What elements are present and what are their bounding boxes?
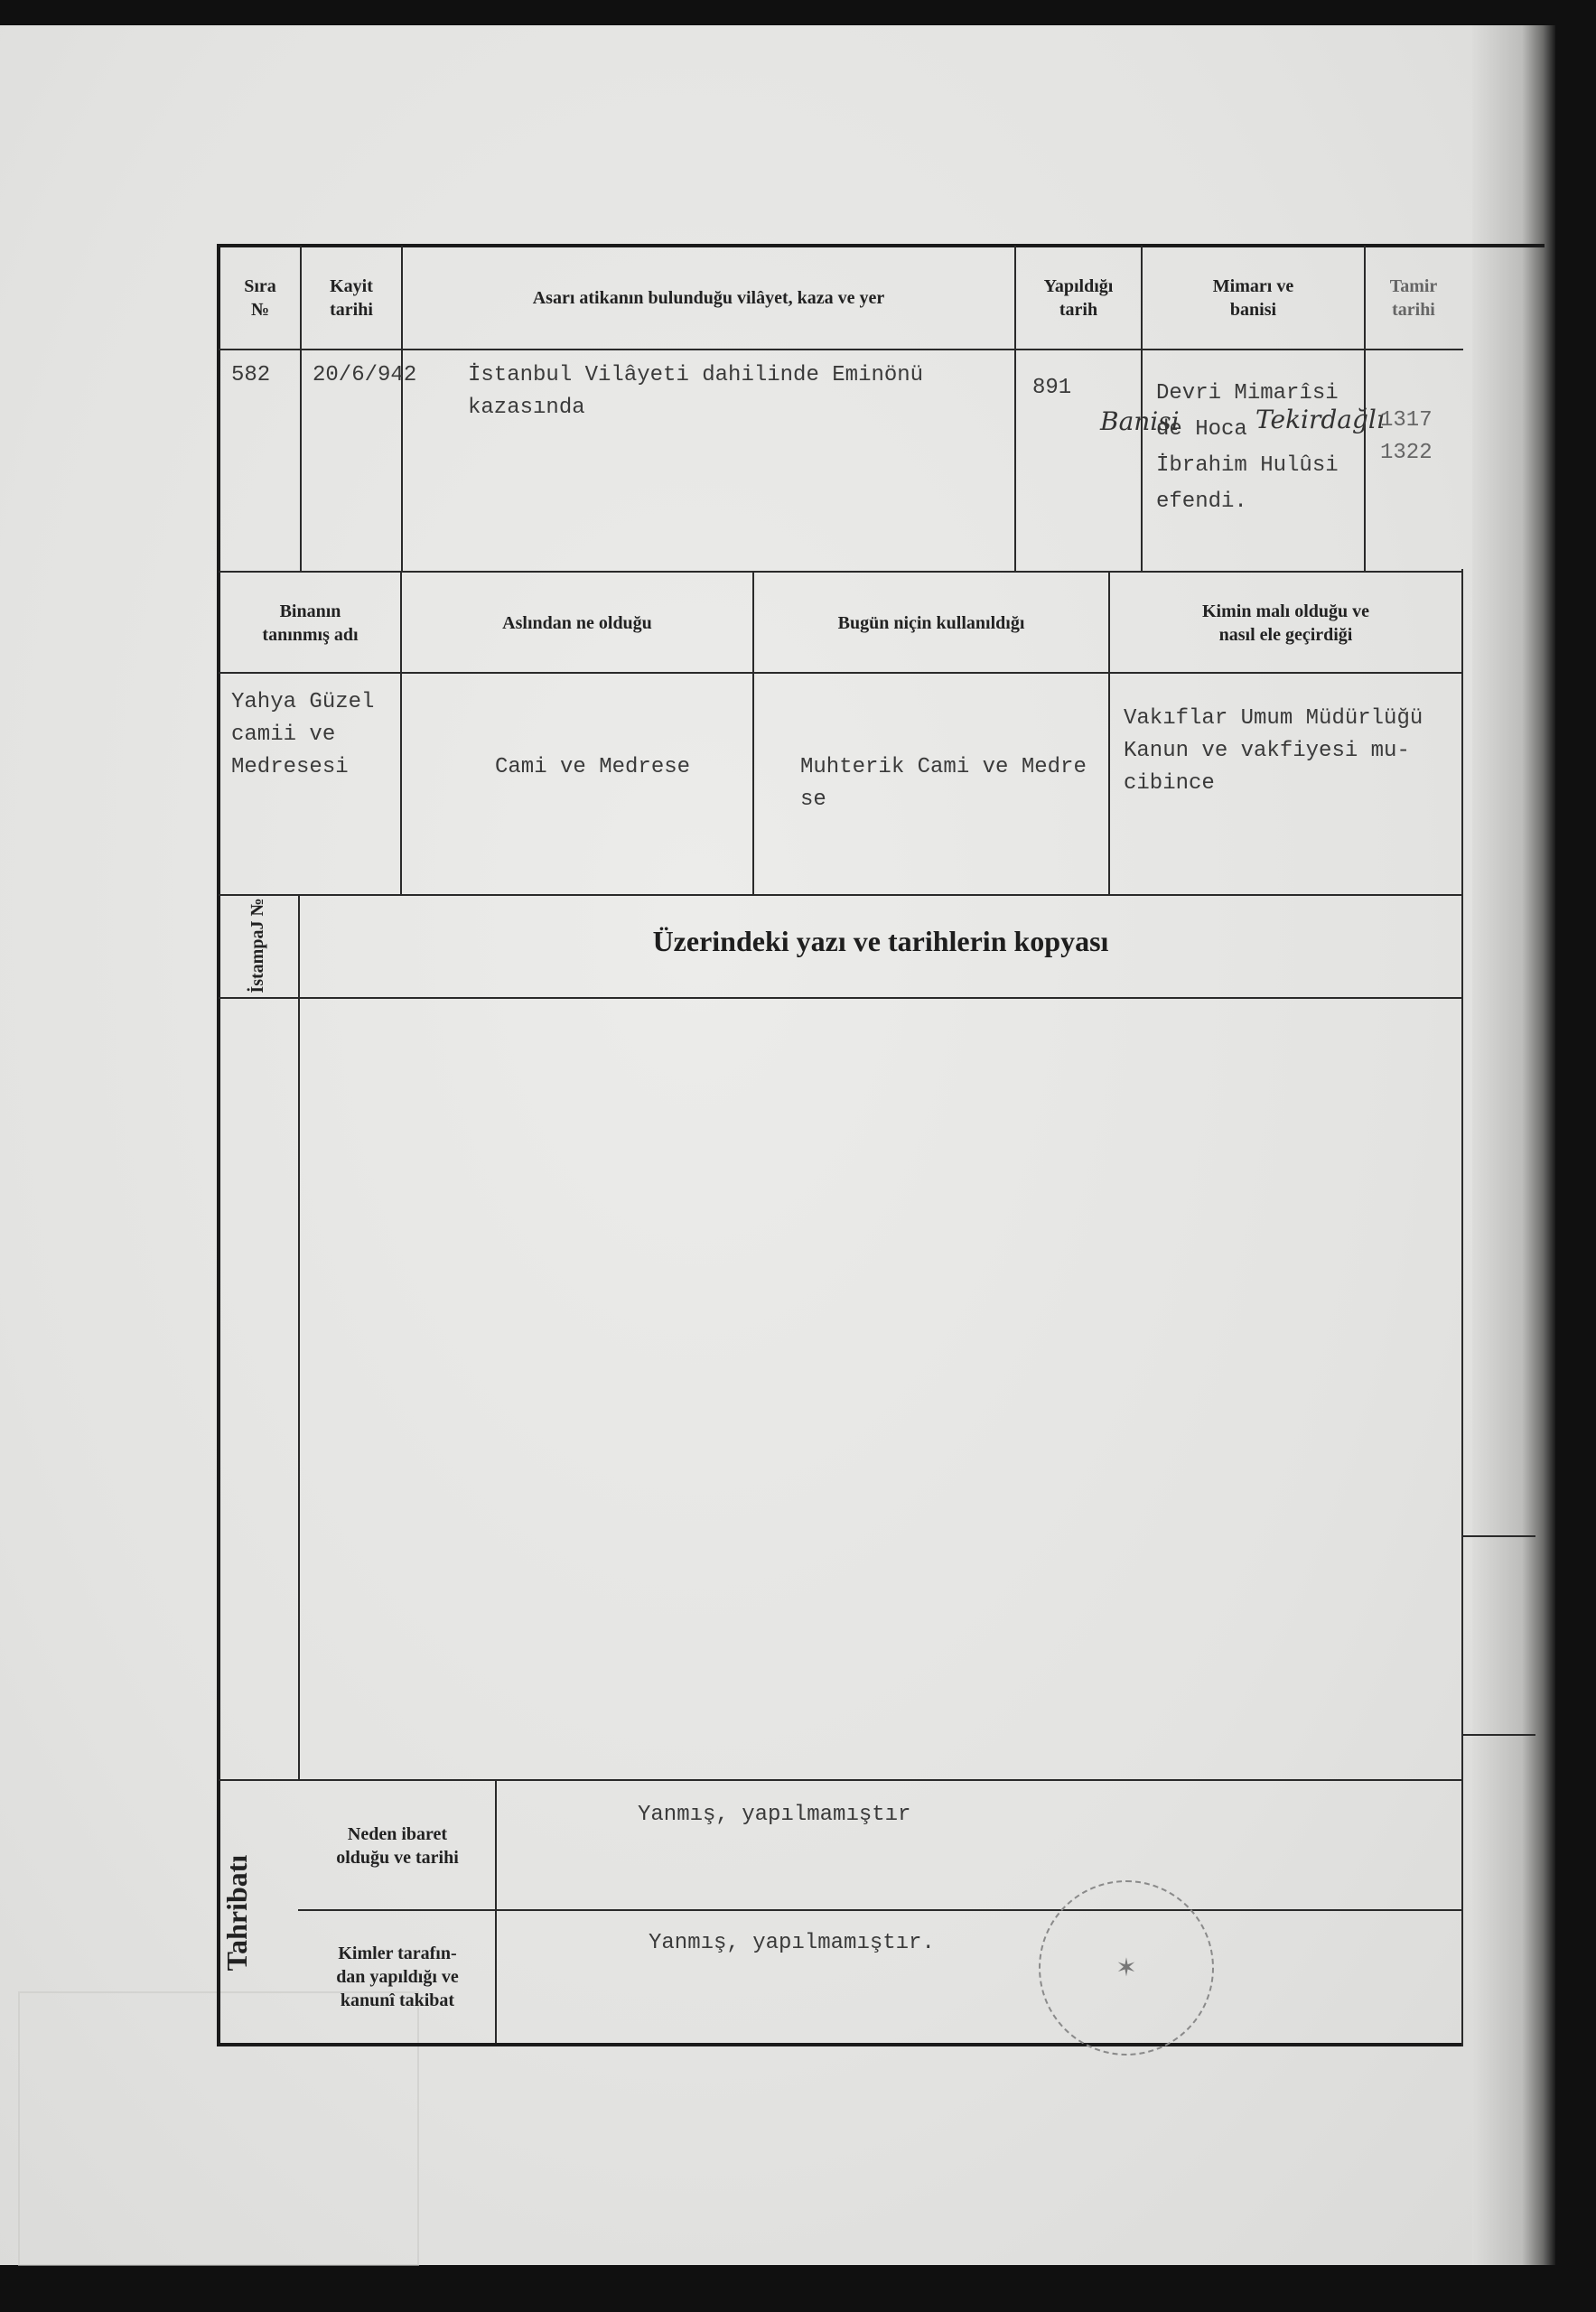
kopya-content-area (300, 999, 1461, 1777)
value-kayit-tarihi: 20/6/942 (313, 363, 417, 387)
backpage-edge (1461, 1535, 1463, 2005)
header-yapildigi-tarih: Yapıldığı tarih (1043, 276, 1114, 320)
frame-left (217, 244, 220, 2046)
header-mimari-banisi: Mimarı ve banisi (1212, 276, 1294, 320)
s1-header-line (219, 349, 1463, 350)
s4-top-line (219, 1779, 1463, 1781)
header-neden-ibaret: Neden ibaret olduğu ve tarihi (336, 1824, 459, 1868)
header-kopya-title: Üzerindeki yazı ve tarihlerin kopyası (652, 925, 1109, 957)
value-kimin-mali: Vakıflar Umum Müdürlüğü Kanun ve vakfiyesi mu- cibince (1124, 706, 1423, 796)
s1-bottom-line (219, 571, 1463, 573)
header-kimler-tarafindan: Kimler tarafın- dan yapıldığı ve kanunî takibat (336, 1944, 459, 2010)
header-yer: Asarı atikanın bulunduğu vilâyet, kaza ve yer (532, 288, 885, 308)
s2-header-line (219, 672, 1463, 674)
value-mimari-banisi: Devri Mimarîsi de Hoca İbrahim Hulûsi efendi. (1156, 381, 1339, 514)
header-istampaj-no: İstampaJ № (247, 898, 267, 993)
header-sira-no: Sıra № (244, 276, 276, 320)
value-bugun: Muhterik Cami ve Medre se (800, 755, 1087, 812)
s2-bottom-line (219, 894, 1463, 896)
header-bugun: Bugün niçin kullanıldığı (837, 613, 1025, 633)
official-seal-stamp: ✶ (1039, 1880, 1214, 2056)
s4-col-2 (495, 1781, 497, 2043)
value-sira-no: 582 (231, 363, 271, 387)
header-tamir-tarihi: Tamir tarihi (1389, 276, 1438, 320)
backpage-line-2 (1463, 1734, 1535, 1736)
header-aslindan: Aslından ne olduğu (502, 613, 652, 633)
header-binanin-adi: Binanın tanınmış adı (262, 601, 359, 645)
header-tahribati: Tahribatı (220, 1854, 253, 1972)
handwritten-tekirdagli: Tekirdağlı (1255, 405, 1385, 434)
value-aslindan: Cami ve Medrese (495, 755, 691, 779)
header-kayit-tarihi: Kayit tarihi (330, 276, 373, 320)
value-yer: İstanbul Vilâyeti dahilinde Eminönü kazasında (468, 363, 924, 420)
value-kimler-tarafindan: Yanmış, yapılmamıştır. (649, 1931, 935, 1955)
backpage-line-1 (1463, 1535, 1535, 1537)
value-neden-ibaret: Yanmış, yapılmamıştır (638, 1803, 911, 1827)
value-yapildigi-tarih: 891 (1032, 376, 1072, 400)
frame-bottom (217, 2043, 1463, 2046)
value-tamir-tarihi: 1317 1322 (1380, 408, 1433, 465)
handwritten-banisi: Banisi (1100, 406, 1180, 436)
header-kimin-mali: Kimin malı olduğu ve nasıl ele geçirdiği (1201, 601, 1370, 645)
paper-edge-shadow (1472, 25, 1555, 2265)
value-binanin-adi: Yahya Güzel camii ve Medresesi (231, 690, 375, 779)
